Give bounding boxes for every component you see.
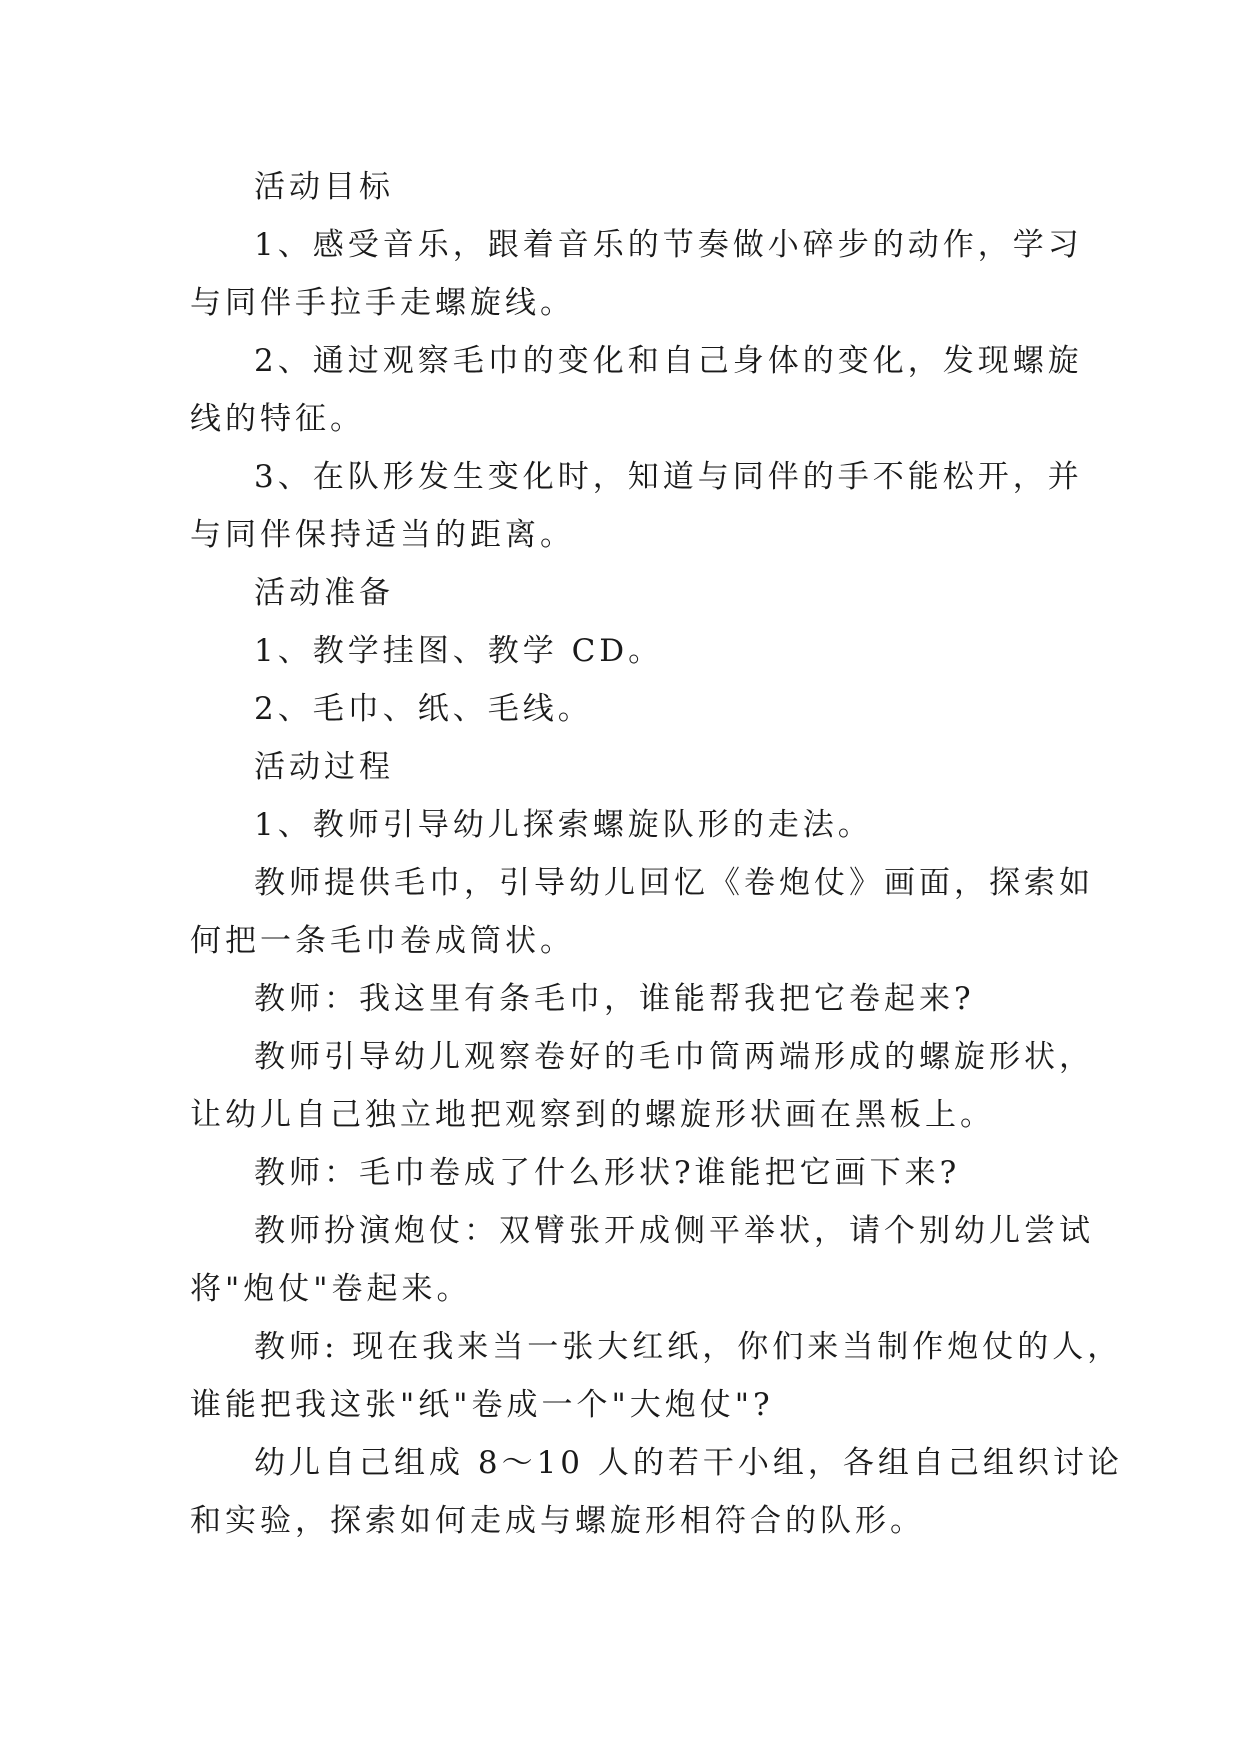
text-line: 3、在队形发生变化时，知道与同伴的手不能松开，并 [254,459,1083,495]
text-line: 谁能把我这张"纸"卷成一个"大炮仗"? [190,1387,774,1423]
text-line: 2、通过观察毛巾的变化和自己身体的变化，发现螺旋 [254,343,1083,379]
text-line: 2、毛巾、纸、毛线。 [254,691,593,727]
text-line: 教师扮演炮仗：双臂张开成侧平举状，请个别幼儿尝试 [254,1213,1094,1249]
text-line: 与同伴手拉手走螺旋线。 [190,285,575,321]
text-line: 教师：毛巾卷成了什么形状?谁能把它画下来? [254,1155,961,1191]
section-heading-goals: 活动目标 [254,169,394,205]
text-line: 教师引导幼儿观察卷好的毛巾筒两端形成的螺旋形状， [254,1039,1094,1075]
text-line: 和实验，探索如何走成与螺旋形相符合的队形。 [190,1503,925,1539]
text-line: 1、教师引导幼儿探索螺旋队形的走法。 [254,807,873,843]
text-line: 1、感受音乐，跟着音乐的节奏做小碎步的动作，学习 [254,227,1083,263]
text-line: 1、教学挂图、教学 CD。 [254,633,664,669]
document-body [190,158,1123,1550]
text-line: 教师: 现在我来当一张大红纸，你们来当制作炮仗的人， [254,1329,1123,1365]
section-heading-preparation: 活动准备 [254,575,394,611]
text-line: 将"炮仗"卷起来。 [190,1271,472,1307]
text-line: 教师：我这里有条毛巾，谁能帮我把它卷起来? [254,981,975,1017]
text-line: 教师提供毛巾，引导幼儿回忆《卷炮仗》画面，探索如 [254,865,1094,901]
text-line: 让幼儿自己独立地把观察到的螺旋形状画在黑板上。 [190,1097,995,1133]
section-heading-process: 活动过程 [254,749,394,785]
text-line: 何把一条毛巾卷成筒状。 [190,923,575,959]
text-line: 幼儿自己组成 8～10 人的若干小组，各组自己组织讨论 [254,1445,1123,1481]
text-line: 线的特征。 [190,401,365,437]
text-line: 与同伴保持适当的距离。 [190,517,575,553]
